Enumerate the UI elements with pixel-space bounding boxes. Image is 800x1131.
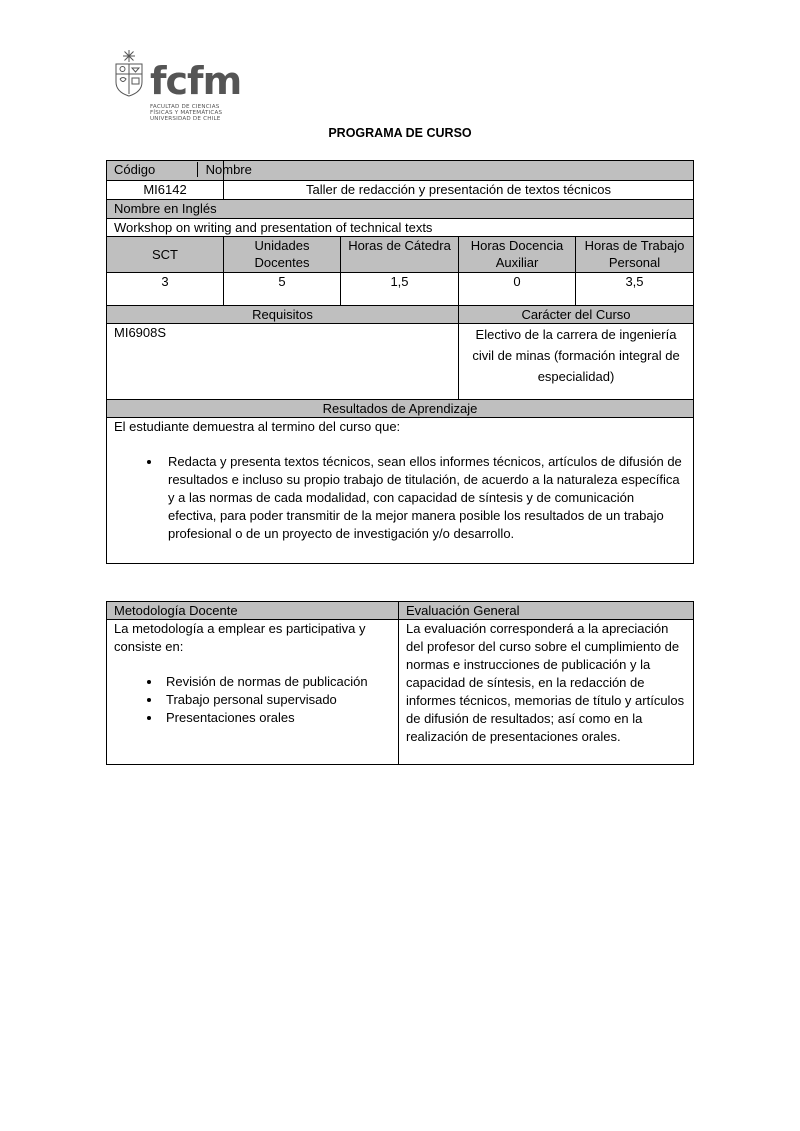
course-info-table [106, 160, 694, 564]
method-evaluation-table [106, 601, 694, 765]
english-name-label: Nombre en Inglés [107, 200, 694, 219]
hours-header-auxiliary: Horas Docencia Auxiliar [459, 237, 576, 273]
course-code: MI6142 [107, 181, 224, 200]
hours-value-units: 5 [224, 273, 341, 306]
methodology-cell [107, 620, 399, 765]
requirements-value: MI6908S [107, 324, 459, 400]
list-item: • Presentaciones orales [162, 709, 391, 727]
course-character-label: Carácter del Curso [459, 306, 694, 324]
document-title: PROGRAMA DE CURSO [328, 126, 472, 140]
logo-wordmark: fcfm [150, 59, 242, 103]
learning-results-intro: El estudiante demuestra al termino del curso que: [114, 419, 401, 434]
learning-results-label: Resultados de Aprendizaje [107, 400, 694, 418]
hours-value-lecture: 1,5 [341, 273, 459, 306]
logo-caption-line: FACULTAD DE CIENCIAS [150, 104, 220, 110]
faculty-logo [112, 46, 242, 130]
name-label-text: Nombre [197, 162, 252, 177]
list-item: • Revisión de normas de publicación [162, 673, 391, 691]
logo-caption [150, 104, 222, 123]
methodology-intro: La metodología a emplear es participativa y consiste en: [114, 621, 366, 654]
list-item: • Trabajo personal supervisado [162, 691, 391, 709]
university-emblem-icon [112, 48, 146, 98]
learning-results-cell [107, 418, 694, 564]
learning-results-list [114, 453, 686, 543]
hours-value-personal: 3,5 [576, 273, 694, 306]
requirements-label: Requisitos [107, 306, 459, 324]
hours-header-lecture: Horas de Cátedra [341, 237, 459, 273]
name-label [205, 161, 694, 181]
hours-header-units: Unidades Docentes [224, 237, 341, 273]
code-label: Código [107, 161, 224, 181]
hours-header-personal: Horas de Trabajo Personal [576, 237, 694, 273]
course-name: Taller de redacción y presentación de textos técnicos [224, 181, 694, 200]
evaluation-label: Evaluación General [399, 602, 694, 620]
logo-caption-line: FÍSICAS Y MATEMÁTICAS [150, 110, 223, 117]
list-item: • Redacta y presenta textos técnicos, sean ellos informes técnicos, artículos de difusión de resultados e incluso su propio trabajo de titulación, de acuerdo a la naturaleza específica y a las normas de cada modalidad, con capacidad de síntesis y de comunicación efectiva, para poder transmitir de la mejor manera posible los resultados de un trabajo profesional o de un proyecto de investigación y/o desarrollo. [162, 453, 686, 543]
evaluation-text: La evaluación corresponderá a la apreciación del profesor del curso sobre el cumplimiento de normas e instrucciones de publicación y la capacidad de síntesis, en la redacción de informes técnicos, memorias de título y artículos de difusión de resultados; así como en la realización de presentaciones orales. [399, 620, 694, 765]
methodology-list [114, 673, 391, 727]
logo-caption-line: UNIVERSIDAD DE CHILE [150, 116, 221, 123]
methodology-label: Metodología Docente [107, 602, 399, 620]
hours-value-auxiliary: 0 [459, 273, 576, 306]
hours-header-sct: SCT [107, 237, 224, 273]
course-character-value: Electivo de la carrera de ingeniería civil de minas (formación integral de especialidad) [459, 324, 694, 400]
english-name: Workshop on writing and presentation of technical texts [107, 219, 694, 237]
hours-value-sct: 3 [107, 273, 224, 306]
